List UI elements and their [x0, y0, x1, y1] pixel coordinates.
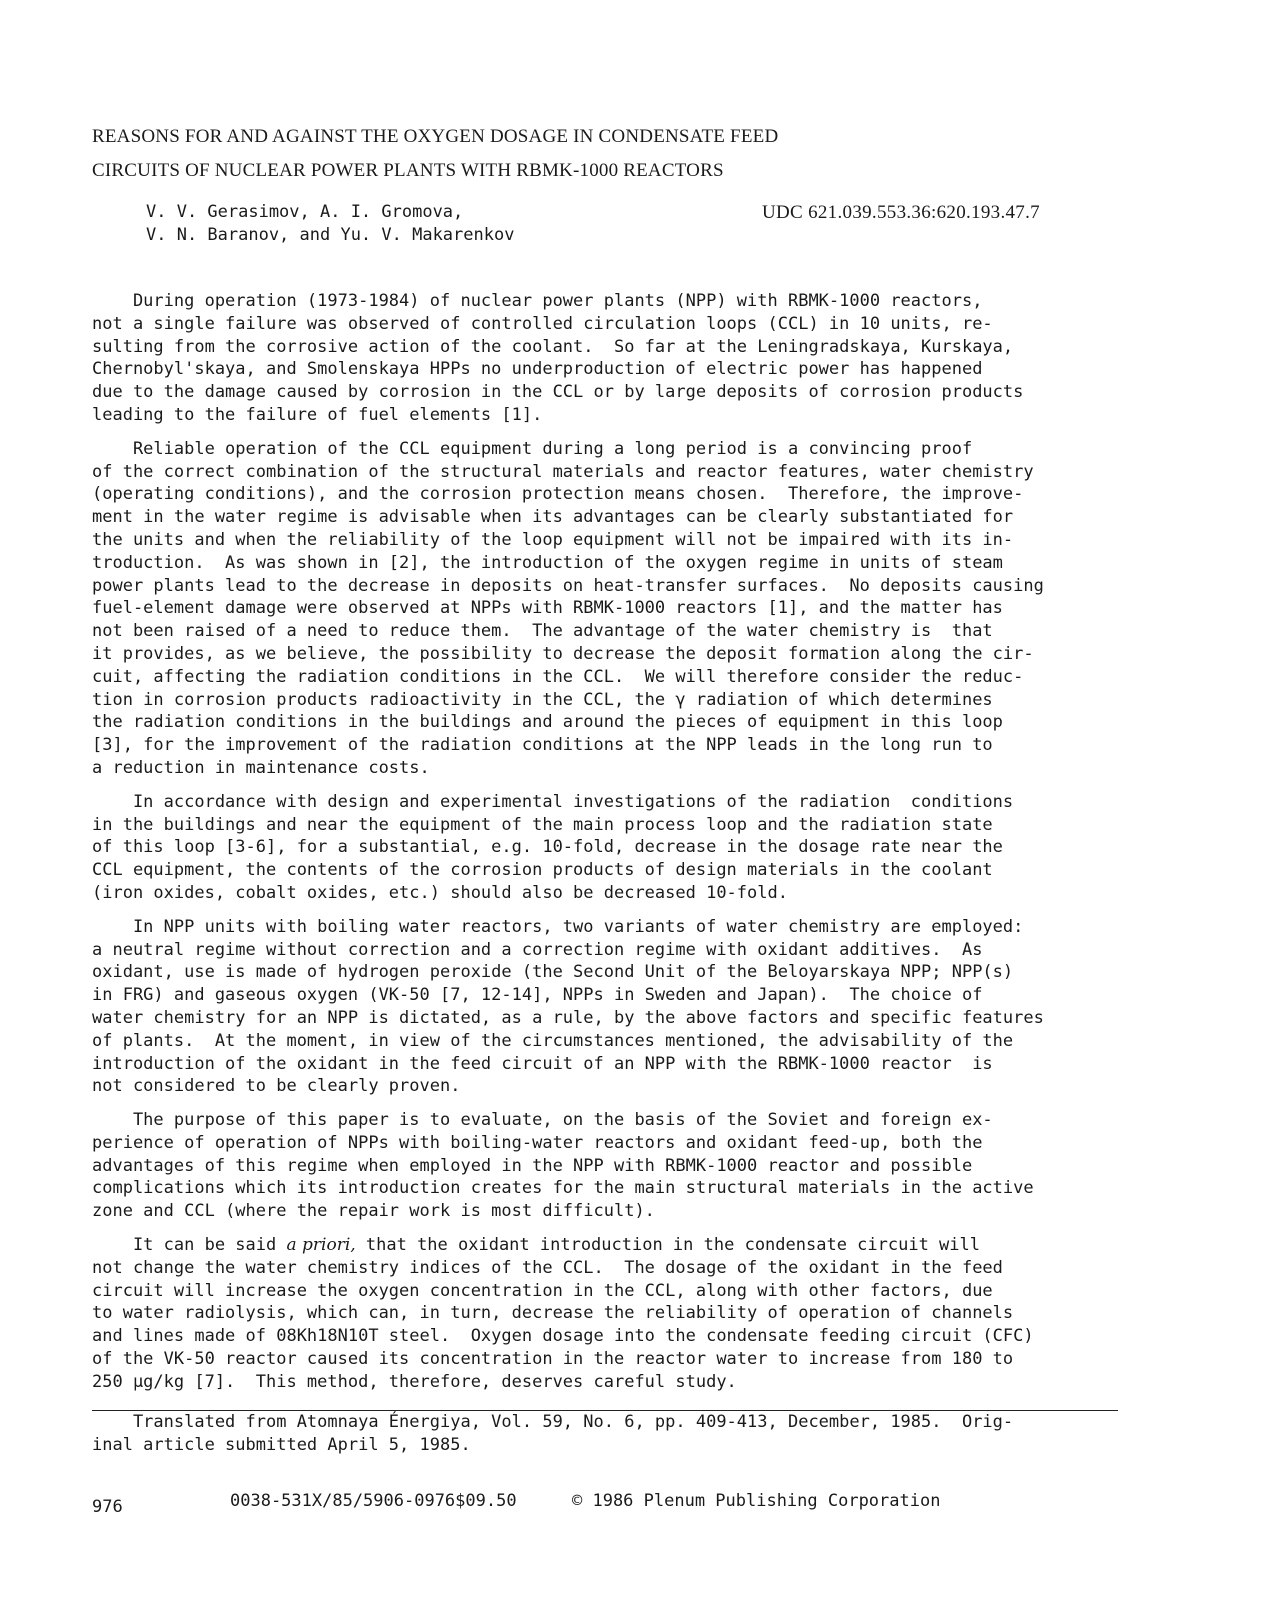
text-line: perience of operation of NPPs with boiling-water reactors and oxidant feed-up, both the — [92, 1132, 983, 1153]
translation-footnote — [92, 1411, 1013, 1457]
paragraph-2 — [92, 438, 1142, 780]
title-line-1: REASONS FOR AND AGAINST THE OXYGEN DOSAGE IN CONDENSATE FEED — [92, 126, 779, 147]
text-line: of the VK-50 reactor caused its concentration in the reactor water to increase from 180 to — [92, 1349, 1014, 1370]
author-list — [146, 201, 514, 247]
text-line: in FRG) and gaseous oxygen (VK-50 [7, 12-14], NPPs in Sweden and Japan). The choice of — [92, 985, 983, 1006]
text-line: (operating conditions), and the corrosion protection means chosen. Therefore, the improve- — [92, 484, 1024, 505]
text-line: leading to the failure of fuel elements [1]. — [92, 404, 543, 425]
text-line: CCL equipment, the contents of the corrosion products of design materials in the coolant — [92, 860, 993, 881]
text-line: 250 μg/kg [7]. This method, therefore, deserves careful study. — [92, 1371, 737, 1392]
authors-line-2: V. N. Baranov, and Yu. V. Makarenkov — [146, 225, 515, 245]
text-line: Chernobyl'skaya, and Smolenskaya HPPs no underproduction of electric power has happened — [92, 359, 983, 380]
text-line: During operation (1973-1984) of nuclear power plants (NPP) with RBMK-1000 reactors, — [92, 291, 983, 311]
text-line: tion in corrosion products radioactivity in the CCL, the γ radiation of which determines — [92, 689, 993, 710]
text-line: cuit, affecting the radiation conditions in the CCL. We will therefore consider the reduc- — [92, 666, 1024, 687]
text-line: due to the damage caused by corrosion in the CCL or by large deposits of corrosion products — [92, 382, 1024, 403]
text-line: in the buildings and near the equipment of the main process loop and the radiation state — [92, 814, 993, 835]
article-title — [92, 120, 992, 188]
text-line: The purpose of this paper is to evaluate, on the basis of the Soviet and foreign ex- — [92, 1110, 993, 1131]
title-line-2: CIRCUITS OF NUCLEAR POWER PLANTS WITH RBMK-1000 REACTORS — [92, 160, 724, 181]
footnote-line-1: Translated from Atomnaya Énergiya, Vol. 59, No. 6, pp. 409-413, December, 1985. Orig- — [92, 1412, 1014, 1432]
italic-phrase: a priori, — [286, 1235, 356, 1256]
udc-code: UDC 621.039.553.36:620.193.47.7 — [762, 202, 1040, 223]
text-line: a reduction in maintenance costs. — [92, 757, 430, 778]
text-line: introduction of the oxidant in the feed circuit of an NPP with the RBMK-1000 reactor is — [92, 1053, 993, 1074]
paragraph-6 — [92, 1234, 1142, 1394]
text-line: fuel-element damage were observed at NPPs with RBMK-1000 reactors [1], and the matter has — [92, 598, 1003, 619]
authors-line-1: V. V. Gerasimov, A. I. Gromova, — [146, 202, 464, 222]
text-line: sulting from the corrosive action of the coolant. So far at the Leningradskaya, Kurskaya, — [92, 336, 1014, 357]
text-line: not a single failure was observed of controlled circulation loops (CCL) in 10 units, re- — [92, 313, 993, 334]
issn-price-code: 0038-531X/85/5906-0976$09.50 — [230, 1491, 517, 1511]
paragraph-5 — [92, 1109, 1142, 1223]
footnote-line-2: inal article submitted April 5, 1985. — [92, 1434, 471, 1455]
text-line: power plants lead to the decrease in deposits on heat-transfer surfaces. No deposits causing — [92, 575, 1044, 596]
article-body — [92, 290, 1142, 1405]
text-line: zone and CCL (where the repair work is most difficult). — [92, 1201, 655, 1222]
text-line: water chemistry for an NPP is dictated, as a rule, by the above factors and specific features — [92, 1007, 1044, 1028]
text-line: circuit will increase the oxygen concentration in the CCL, along with other factors, due — [92, 1280, 993, 1301]
paragraph-1 — [92, 290, 1142, 427]
text-line: [3], for the improvement of the radiation conditions at the NPP leads in the long run to — [92, 735, 993, 756]
text-line: advantages of this regime when employed in the NPP with RBMK-1000 reactor and possible — [92, 1155, 973, 1176]
text-line: the radiation conditions in the buildings and around the pieces of equipment in this loop — [92, 712, 1003, 733]
text-line: oxidant, use is made of hydrogen peroxide (the Second Unit of the Beloyarskaya NPP; NPP(s) — [92, 962, 1014, 983]
text-line: of this loop [3-6], for a substantial, e.g. 10-fold, decrease in the dosage rate near the — [92, 837, 1003, 858]
text-line: ment in the water regime is advisable when its advantages can be clearly substantiated for — [92, 507, 1014, 528]
text-line: Reliable operation of the CCL equipment during a long period is a convincing proof — [92, 438, 973, 459]
text-line: not considered to be clearly proven. — [92, 1076, 461, 1097]
text-line: not been raised of a need to reduce them. The advantage of the water chemistry is that — [92, 621, 993, 642]
paragraph-3 — [92, 791, 1142, 905]
text-line: to water radiolysis, which can, in turn, decrease the reliability of operation of channels — [92, 1303, 1014, 1324]
text-line: not change the water chemistry indices of the CCL. The dosage of the oxidant in the feed — [92, 1257, 1003, 1278]
paragraph-4 — [92, 916, 1142, 1098]
text-line: In accordance with design and experimental investigations of the radiation conditions — [92, 791, 1014, 812]
page-number: 976 — [92, 1497, 123, 1517]
text-line: complications which its introduction creates for the main structural materials in the active — [92, 1178, 1034, 1199]
text-line: In NPP units with boiling water reactors, two variants of water chemistry are employed: — [92, 916, 1024, 937]
text-line: the units and when the reliability of the loop equipment will not be impaired with its in- — [92, 529, 1014, 550]
text-line: it provides, as we believe, the possibility to decrease the deposit formation along the cir- — [92, 643, 1034, 664]
text-line: troduction. As was shown in [2], the introduction of the oxygen regime in units of steam — [92, 552, 1003, 573]
text-line: and lines made of 08Kh18N10T steel. Oxygen dosage into the condensate feeding circuit (CFC) — [92, 1326, 1034, 1347]
text-line — [92, 1234, 1142, 1257]
text-segment: It can be said — [92, 1235, 287, 1256]
text-line: of plants. At the moment, in view of the circumstances mentioned, the advisability of the — [92, 1030, 1014, 1051]
text-line: of the correct combination of the structural materials and reactor features, water chemistry — [92, 461, 1034, 482]
text-line: a neutral regime without correction and a correction regime with oxidant additives. As — [92, 939, 983, 960]
text-line: (iron oxides, cobalt oxides, etc.) should also be decreased 10-fold. — [92, 882, 788, 903]
copyright-notice: © 1986 Plenum Publishing Corporation — [572, 1491, 941, 1511]
text-segment: that the oxidant introduction in the condensate circuit will — [355, 1235, 980, 1256]
